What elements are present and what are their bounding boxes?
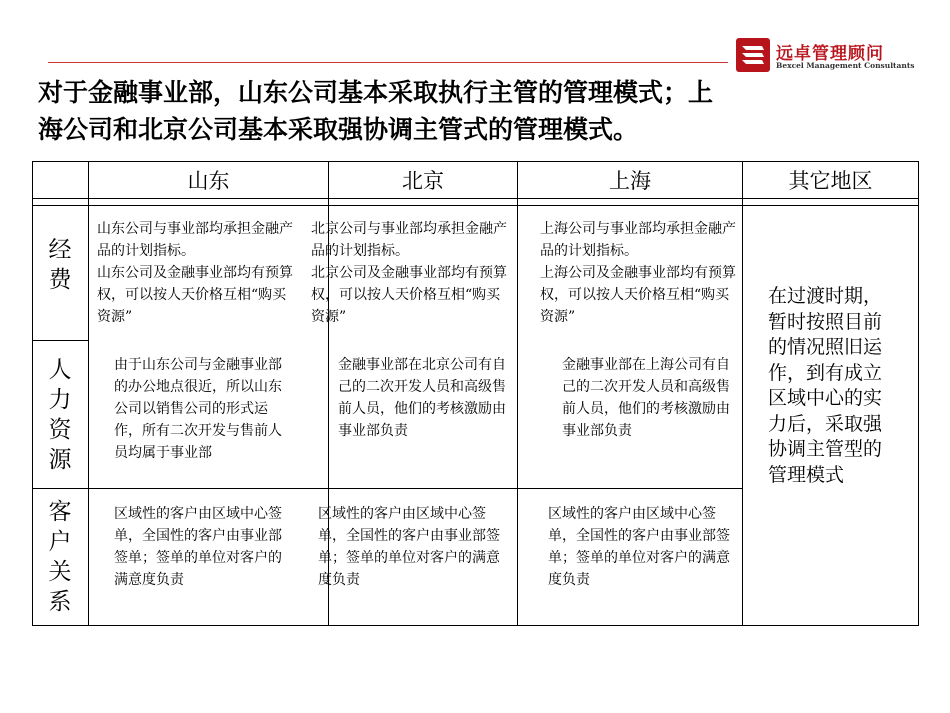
other-regions-cell: 在过渡时期，暂时按照目前的情况照旧运作，到有成立区域中心的实力后，采取强协调主管型的管理模式 — [768, 285, 883, 486]
column-header-shanghai: 上海 — [609, 169, 651, 193]
row-label-customer: 客户关系 — [48, 499, 72, 615]
row-label-funding: 经费 — [48, 237, 72, 293]
shanghai-hr-text: 金融事业部在上海公司有自己的二次开发人员和高级售前人员，他们的考核激励由事业部负责 — [562, 357, 730, 439]
shanghai-funding-text-2: 上海公司及金融事业部均有预算权，可以按人天价格互相“购买资源” — [540, 265, 736, 325]
beijing-funding-cell — [311, 218, 507, 328]
brand-mark-icon — [736, 38, 770, 72]
shandong-funding-text-2: 山东公司及金融事业部均有预算权，可以按人天价格互相“购买资源” — [97, 265, 293, 325]
shanghai-funding-cell — [540, 218, 736, 328]
beijing-funding-text-2: 北京公司及金融事业部均有预算权，可以按人天价格互相“购买资源” — [311, 265, 507, 325]
shandong-funding-text-1: 山东公司与事业部均承担金融产品的计划指标。 — [97, 221, 293, 259]
col-divider-3 — [517, 161, 518, 626]
table-body-top — [32, 205, 919, 206]
shanghai-customer-cell — [548, 503, 738, 591]
table-border-right — [918, 161, 919, 626]
row-label-hr: 人力资源 — [48, 357, 72, 473]
page-title — [38, 74, 918, 148]
col-divider-4 — [742, 161, 743, 626]
header-rule — [48, 62, 728, 63]
title-line-1: 对于金融事业部，山东公司基本采取执行主管的管理模式；上 — [38, 78, 714, 107]
title-line-2: 海公司和北京公司基本采取强协调主管式的管理模式。 — [38, 115, 639, 144]
brand-name: 远卓管理顾问 — [776, 44, 884, 64]
column-header-beijing: 北京 — [402, 169, 444, 193]
brand-logo — [736, 38, 936, 74]
beijing-hr-cell — [338, 354, 514, 442]
beijing-hr-text: 金融事业部在北京公司有自己的二次开发人员和高级售前人员，他们的考核激励由事业部负责 — [338, 357, 506, 439]
shandong-hr-cell — [114, 354, 290, 464]
column-header-other: 其它地区 — [788, 169, 873, 193]
column-header-shandong: 山东 — [187, 169, 230, 193]
col-divider-1 — [88, 161, 89, 626]
shanghai-hr-cell — [562, 354, 738, 442]
row-divider-2 — [32, 488, 742, 489]
beijing-customer-text: 区域性的客户由区域中心签单，全国性的客户由事业部签单；签单的单位对客户的满意度负责 — [318, 506, 500, 588]
shanghai-customer-text: 区域性的客户由区域中心签单，全国性的客户由事业部签单；签单的单位对客户的满意度负责 — [548, 506, 730, 588]
beijing-funding-text-1: 北京公司与事业部均承担金融产品的计划指标。 — [311, 221, 507, 259]
row-divider-1 — [32, 340, 88, 341]
shandong-customer-text: 区域性的客户由区域中心签单，全国性的客户由事业部签单；签单的单位对客户的满意度负责 — [114, 506, 282, 588]
shandong-funding-cell — [97, 218, 293, 328]
shandong-customer-cell — [114, 503, 290, 591]
shandong-hr-text: 由于山东公司与金融事业部的办公地点很近，所以山东公司以销售公司的形式运作，所有二次开发与售前人员均属于事业部 — [114, 357, 282, 461]
table-border-bottom — [32, 625, 919, 626]
beijing-customer-cell — [318, 503, 508, 591]
brand-subtitle: Bexcel Management Consultants — [776, 61, 915, 70]
table-header-bottom — [32, 198, 919, 199]
shanghai-funding-text-1: 上海公司与事业部均承担金融产品的计划指标。 — [540, 221, 736, 259]
